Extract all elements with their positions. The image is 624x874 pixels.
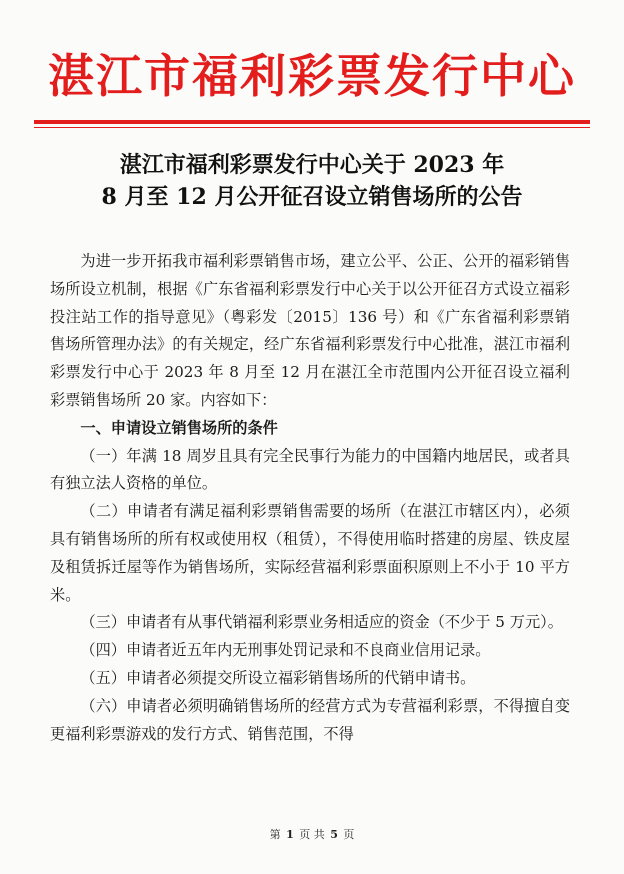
condition-paragraph: （三）申请者有从事代销福利彩票业务相适应的资金（不少于 5 万元）。 <box>80 613 563 632</box>
footer-suffix: 页 <box>343 828 355 841</box>
page-footer <box>0 826 624 842</box>
section-heading: 一、申请设立销售场所的条件 <box>80 418 278 437</box>
condition-paragraph: （四）申请者近五年内无刑事处罚记录和不良商业信用记录。 <box>80 641 491 660</box>
footer-total-pages: 5 <box>330 828 338 841</box>
condition-paragraph: （二）申请者有满足福利彩票销售需要的场所（在湛江市辖区内），必须具有销售场所的所有权或使用权（租赁），不得使用临时搭建的房屋、铁皮屋及租赁拆迁屋等作为销售场所，实际经营福利彩票面积原则上不小于 10 平方米。 <box>50 502 570 604</box>
document-body <box>50 248 570 748</box>
footer-prefix: 第 <box>269 828 281 841</box>
masthead-org-name: 湛江市福利彩票发行中心 <box>48 49 576 103</box>
footer-page-number: 1 <box>286 828 294 841</box>
condition-paragraph: （一）年满 18 周岁且具有完全民事行为能力的中国籍内地居民，或者具有独立法人资格的单位。 <box>50 446 570 493</box>
condition-paragraph: （六）申请者必须明确销售场所的经营方式为专营福利彩票，不得擅自变更福利彩票游戏的发行方式、销售范围，不得 <box>50 696 570 743</box>
intro-paragraph: 为进一步开拓我市福利彩票销售市场，建立公平、公正、公开的福彩销售场所设立机制，根据《广东省福利彩票发行中心关于以公开征召方式设立福彩投注站工作的指导意见》（粤彩发〔2015〕136 号）和《广东省福利彩票销售场所管理办法》的有关规定，经广东省福利彩票发行中心批准，湛江市福利彩票发行中心于 2023 年 8 月至 12 月在湛江全市范围内公开征召设立福利彩票销售场所 20 家。内容如下： <box>50 252 570 409</box>
masthead-rule-thin <box>34 127 590 128</box>
footer-middle: 页 共 <box>299 828 325 841</box>
condition-paragraph: （五）申请者必须提交所设立福彩销售场所的代销申请书。 <box>80 668 476 687</box>
document-title-line-2: 8 月至 12 月公开征召设立销售场所的公告 <box>101 184 523 210</box>
document-title-line-1: 湛江市福利彩票发行中心关于 2023 年 <box>119 152 505 178</box>
masthead-rule-thick <box>34 120 590 124</box>
